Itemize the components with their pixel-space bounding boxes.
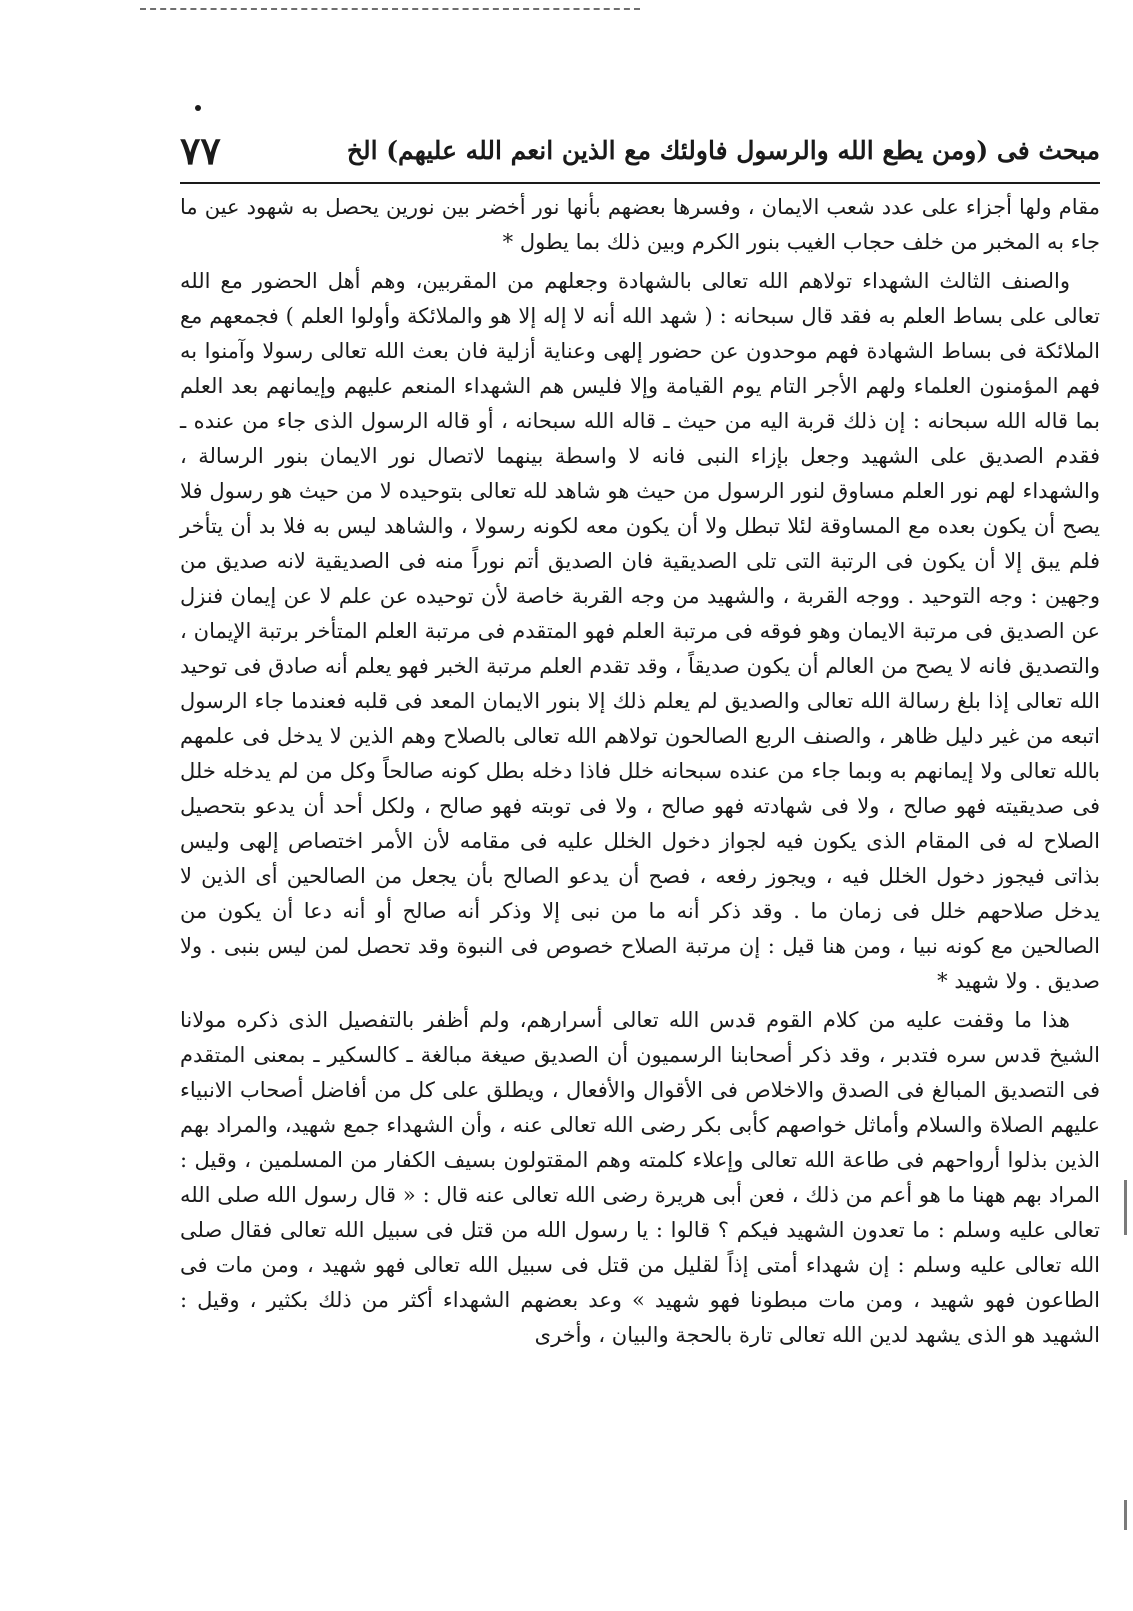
top-dashed-line — [140, 8, 640, 10]
header-rule — [180, 182, 1100, 184]
page-body — [180, 190, 1100, 1357]
running-title: مبحث فى (ومن يطع الله والرسول فاولئك مع الذين انعم الله عليهم) الخ — [346, 136, 1100, 165]
ink-dot — [195, 105, 201, 111]
page-number: ٧٧ — [180, 128, 221, 173]
page-header — [180, 130, 1100, 180]
scan-edge-mark — [1124, 1180, 1127, 1235]
paragraph: مقام ولها أجزاء على عدد شعب الايمان ، وفسرها بعضهم بأنها نور أخضر بين نورين يحصل به شهود عين ما جاء به المخبر من خلف حجاب الغيب بنور الكرم وبين ذلك بما يطول * — [180, 195, 1100, 254]
paragraph: والصنف الثالث الشهداء تولاهم الله تعالى بالشهادة وجعلهم من المقربين، وهم أهل الحضور مع الله تعالى على بساط العلم به فقد قال سبحانه : ( شهد الله أنه لا إله إلا هو والملائكة وأولوا العلم ) فجمعهم مع الملائكة فى بساط الشهادة فهم موحدون عن حضور إلهى وعناية أزلية فان بعث الله تعالى رسولا وآمنوا به فهم المؤمنون العلماء ولهم الأجر التام يوم القيامة وإلا فليس هم الشهداء المنعم عليهم وإيمانهم بعد العلم بما قاله الله سبحانه : إن ذلك قربة اليه من حيث ـ قاله الله سبحانه ، أو قاله الرسول الذى جاء من عنده ـ فقدم الصديق على الشهيد وجعل بإزاء النبى فانه لا واسطة بينهما لاتصال نور الايمان بنور الرسالة ، والشهداء لهم نور العلم مساوق لنور الرسول من حيث هو شاهد لله تعالى بتوحيده لا من حيث هو رسول فلا يصح أن يكون بعده مع المساوقة لئلا تبطل ولا أن يكون معه لكونه رسولا ، والشاهد ليس به فلا بد أن يتأخر فلم يبق إلا أن يكون فى الرتبة التى تلى الصديقية فان الصديق أتم نوراً منه فى الصديقية لانه صديق من وجهين : وجه التوحيد . ووجه القربة ، والشهيد من وجه القربة خاصة لأن توحيده عن علم لا عن إيمان فنزل عن الصديق فى مرتبة الايمان وهو فوقه فى مرتبة العلم فهو المتقدم فى مرتبة العلم المتأخر برتبة الإيمان ، والتصديق فانه لا يصح من العالم أن يكون صديقاً ، وقد تقدم العلم مرتبة الخبر فهو يعلم أنه صادق فى توحيد الله تعالى إذا بلغ رسالة الله تعالى والصديق لم يعلم ذلك إلا بنور الايمان المعد فى قلبه فعندما جاء الرسول اتبعه من غير دليل ظاهر ، والصنف الربع الصالحون تولاهم الله تعالى بالصلاح وهم الذين لا يدخل فى علمهم بالله تعالى ولا إيمانهم به وبما جاء من عنده سبحانه خلل فاذا دخله بطل كونه صالحاً وكل من لم يدخله خلل فى صديقيته فهو صالح ، ولا فى شهادته فهو صالح ، ولا فى توبته فهو صالح ، ولكل أحد أن يدعو بتحصيل الصلاح له فى المقام الذى يكون فيه لجواز دخول الخلل عليه فى مقامه لأن الأمر اختصاص إلهى وليس بذاتى فيجوز دخول الخلل فيه ، ويجوز رفعه ، فصح أن يدعو الصالح بأن يجعل من الصالحين أى الذين لا يدخل صلاحهم خلل فى زمان ما . وقد ذكر أنه ما من نبى إلا وذكر أنه صالح أو أنه دعا أن يكون من الصالحين مع كونه نبيا ، ومن هنا قيل : إن مرتبة الصلاح خصوص فى النبوة وقد تحصل لمن ليس بنبى . ولا صديق . ولا شهيد * — [180, 269, 1101, 993]
paragraph: هذا ما وقفت عليه من كلام القوم قدس الله تعالى أسرارهم، ولم أظفر بالتفصيل الذى ذكره مولانا الشيخ قدس سره فتدبر ، وقد ذكر أصحابنا الرسميون أن الصديق صيغة مبالغة ـ كالسكير ـ بمعنى المتقدم فى التصديق المبالغ فى الصدق والاخلاص فى الأقوال والأفعال ، ويطلق على كل من أفاضل أصحاب الانبياء عليهم الصلاة والسلام وأماثل خواصهم كأبى بكر رضى الله تعالى عنه ، وأن الشهداء جمع شهيد، والمراد بهم الذين بذلوا أرواحهم فى طاعة الله تعالى وإعلاء كلمته وهم المقتولون بسيف الكفار من المسلمين ، وقيل : المراد بهم ههنا ما هو أعم من ذلك ، فعن أبى هريرة رضى الله تعالى عنه قال : « قال رسول الله صلى الله تعالى عليه وسلم : ما تعدون الشهيد فيكم ؟ قالوا : يا رسول الله من قتل فى سبيل الله تعالى فقال صلى الله تعالى عليه وسلم : إن شهداء أمتى إذاً لقليل من قتل فى سبيل الله تعالى فهو شهيد ، ومن مات فى الطاعون فهو شهيد ، ومن مات مبطونا فهو شهيد » وعد بعضهم الشهداء أكثر من ذلك بكثير ، وقيل : الشهيد هو الذى يشهد لدين الله تعالى تارة بالحجة والبيان ، وأخرى — [180, 1008, 1100, 1347]
scan-edge-mark — [1124, 1500, 1127, 1530]
